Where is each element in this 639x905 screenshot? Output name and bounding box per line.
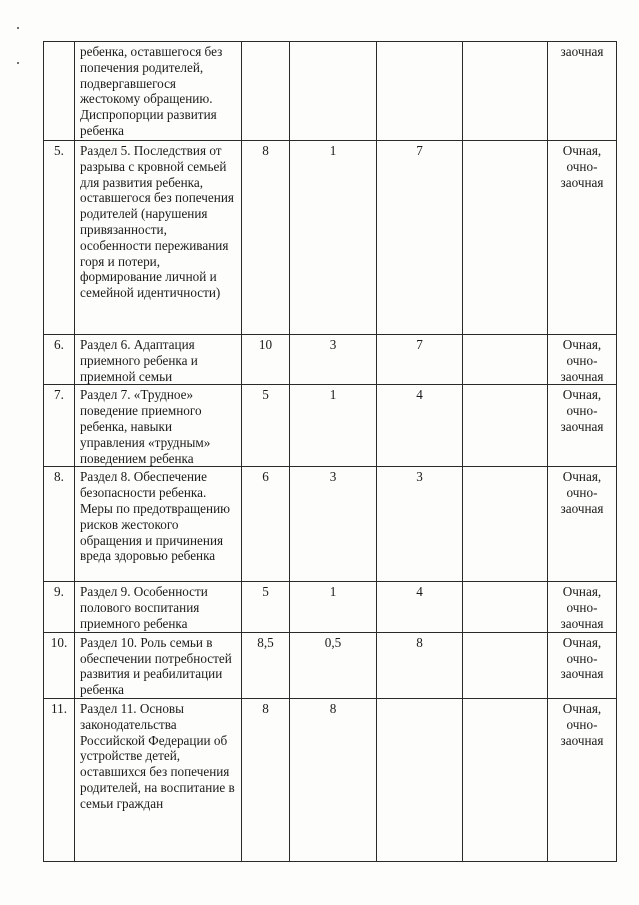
- study-form: [548, 698, 617, 861]
- section-title: ребенка, оставшегося без попечения родителей, подвергавшегося жестокому обращению. Диспропорции развития ребенка: [75, 42, 242, 141]
- study-form-line: очно-: [566, 650, 598, 666]
- table-row: [44, 141, 617, 335]
- practice-hours: 4: [377, 385, 463, 467]
- lecture-hours: 1: [290, 582, 377, 632]
- section-title: Раздел 11. Основы законодательства Российской Федерации об устройстве детей, оставшихся без попечения родителей, на воспитание в семьи граждан: [75, 698, 242, 861]
- study-form: [548, 141, 617, 335]
- lecture-hours: 1: [290, 141, 377, 335]
- study-form-line: Очная,: [562, 387, 602, 403]
- study-form-line: очно-: [566, 600, 598, 616]
- section-title: Раздел 5. Последствия от разрыва с кровной семьей для развития ребенка, оставшегося без попечения родителей (нарушения привязанности, особенности переживания горя и потери, формирование личной и семейной идентичности): [75, 141, 242, 335]
- row-number: [44, 42, 75, 141]
- section-title: Раздел 9. Особенности полового воспитания приемного ребенка: [75, 582, 242, 632]
- scan-speck: [17, 62, 19, 64]
- extra-cell: [463, 335, 548, 385]
- study-form-line: очно-: [566, 352, 598, 368]
- study-form-line: заочная: [560, 615, 604, 631]
- row-number: 5.: [44, 141, 75, 335]
- table-row: [44, 385, 617, 467]
- total-hours: 5: [242, 582, 290, 632]
- row-number: 7.: [44, 385, 75, 467]
- study-form-line: Очная,: [562, 700, 602, 716]
- study-form: [548, 335, 617, 385]
- study-form-line: заочная: [560, 500, 604, 516]
- section-title: Раздел 7. «Трудное» поведение приемного ребенка, навыки управления «трудным» поведением ребенка: [75, 385, 242, 467]
- study-form-line: заочная: [560, 732, 604, 748]
- total-hours: [242, 42, 290, 141]
- total-hours: 10: [242, 335, 290, 385]
- row-number: 8.: [44, 467, 75, 582]
- study-form-line: очно-: [566, 403, 598, 419]
- practice-hours: [377, 698, 463, 861]
- table-row: [44, 42, 617, 141]
- practice-hours: [377, 42, 463, 141]
- table-row: [44, 335, 617, 385]
- total-hours: 8: [242, 141, 290, 335]
- row-number: 6.: [44, 335, 75, 385]
- practice-hours: 4: [377, 582, 463, 632]
- study-form: [548, 385, 617, 467]
- extra-cell: [463, 467, 548, 582]
- study-form: [548, 467, 617, 582]
- section-title: Раздел 6. Адаптация приемного ребенка и приемной семьи: [75, 335, 242, 385]
- study-form-line: очно-: [566, 485, 598, 501]
- practice-hours: 8: [377, 632, 463, 698]
- study-form-line: Очная,: [562, 143, 602, 158]
- lecture-hours: 1: [290, 385, 377, 467]
- lecture-hours: [290, 42, 377, 141]
- row-number: 11.: [44, 698, 75, 861]
- study-form-line: Очная,: [562, 469, 602, 485]
- practice-hours: 3: [377, 467, 463, 582]
- row-number: 10.: [44, 632, 75, 698]
- practice-hours: 7: [377, 335, 463, 385]
- lecture-hours: 3: [290, 467, 377, 582]
- section-title: Раздел 8. Обеспечение безопасности ребенка. Меры по предотвращению рисков жестокого обращения и причинения вреда здоровью ребенка: [75, 467, 242, 582]
- study-form-line: Очная,: [562, 634, 602, 650]
- table-row: [44, 632, 617, 698]
- section-title: Раздел 10. Роль семьи в обеспечении потребностей развития и реабилитации ребенка: [75, 632, 242, 698]
- total-hours: 5: [242, 385, 290, 467]
- study-form: [548, 42, 617, 141]
- extra-cell: [463, 141, 548, 335]
- study-form: [548, 632, 617, 698]
- lecture-hours: 3: [290, 335, 377, 385]
- total-hours: 8,5: [242, 632, 290, 698]
- table-row: [44, 467, 617, 582]
- practice-hours: 7: [377, 141, 463, 335]
- total-hours: 6: [242, 467, 290, 582]
- total-hours: 8: [242, 698, 290, 861]
- extra-cell: [463, 632, 548, 698]
- extra-cell: [463, 582, 548, 632]
- curriculum-table: [43, 41, 617, 862]
- lecture-hours: 8: [290, 698, 377, 861]
- table-row: [44, 582, 617, 632]
- scan-speck: [17, 27, 19, 29]
- row-number: 9.: [44, 582, 75, 632]
- study-form-line: Очная,: [562, 584, 602, 600]
- extra-cell: [463, 698, 548, 861]
- study-form: [548, 582, 617, 632]
- study-form-line: Очная,: [562, 337, 602, 352]
- study-form-line: заочная: [560, 44, 604, 59]
- study-form-line: заочная: [560, 174, 604, 190]
- study-form-line: очно-: [566, 158, 598, 174]
- extra-cell: [463, 42, 548, 141]
- extra-cell: [463, 385, 548, 467]
- lecture-hours: 0,5: [290, 632, 377, 698]
- study-form-line: заочная: [560, 418, 604, 434]
- study-form-line: очно-: [566, 716, 598, 732]
- table-row: [44, 698, 617, 861]
- study-form-line: заочная: [560, 666, 604, 682]
- study-form-line: заочная: [560, 368, 604, 384]
